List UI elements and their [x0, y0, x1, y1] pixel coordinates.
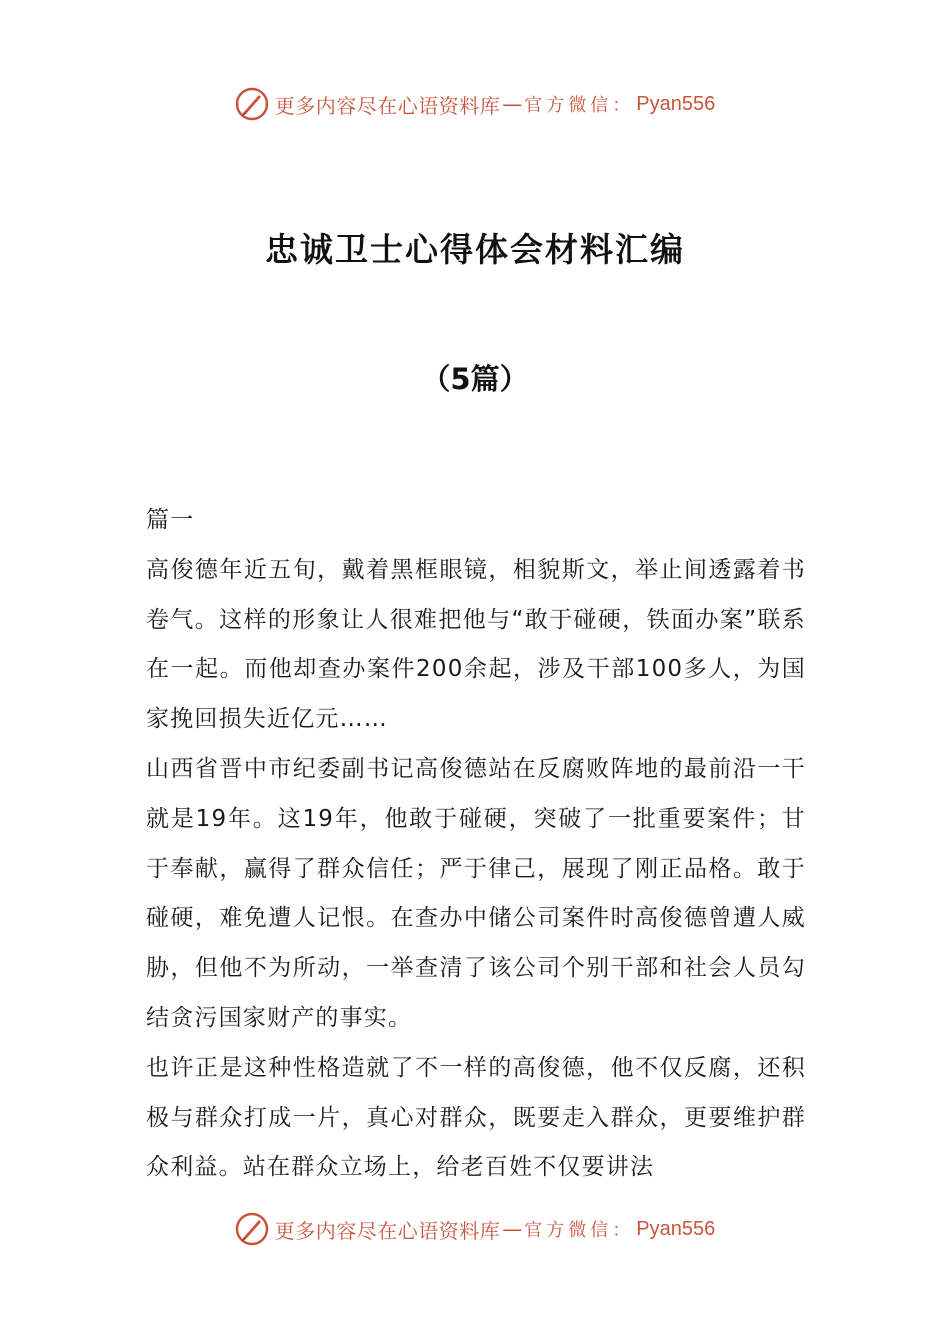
watermark-wechat-id: Pyan556 — [636, 92, 716, 115]
watermark-wechat-label: 官方微信： — [524, 1220, 635, 1241]
watermark-dash: — — [502, 1217, 523, 1241]
document-body — [146, 496, 806, 1193]
body-paragraph-1: 高俊德年近五旬，戴着黑框眼镜，相貌斯文，举止间透露着书卷气。这样的形象让人很难把他与“敢于碰硬，铁面办案”联系在一起。而他却查办案件200余起，涉及干部100多人，为国家挽回损失近亿元…… — [146, 556, 806, 733]
watermark-brand-text: 更多内容尽在心语资料库 — [274, 93, 501, 118]
watermark-brand-text: 更多内容尽在心语资料库 — [274, 1218, 501, 1243]
document-subtitle: （5篇） — [421, 362, 529, 396]
quill-pen-logo-icon — [235, 87, 269, 121]
section-label: 篇一 — [146, 507, 195, 533]
document-title: 忠诚卫士心得体会材料汇编 — [265, 230, 685, 269]
watermark-wechat-id: Pyan556 — [636, 1217, 716, 1240]
quill-pen-logo-icon — [235, 1212, 269, 1246]
header-watermark — [0, 84, 950, 124]
body-paragraph-3: 也许正是这种性格造就了不一样的高俊德，他不仅反腐，还积极与群众打成一片，真心对群众，既要走入群众，更要维护群众利益。站在群众立场上，给老百姓不仅要讲法 — [146, 1054, 806, 1181]
watermark-dash: — — [502, 92, 523, 116]
footer-watermark — [0, 1209, 950, 1249]
watermark-wechat-label: 官方微信： — [524, 95, 635, 116]
body-paragraph-2: 山西省晋中市纪委副书记高俊德站在反腐败阵地的最前沿一干就是19年。这19年，他敢于碰硬，突破了一批重要案件；甘于奉献，赢得了群众信任；严于律己，展现了刚正品格。敢于碰硬，难免遭人记恨。在查办中储公司案件时高俊德曾遭人威胁，但他不为所动，一举查清了该公司个别干部和社会人员勾结贪污国家财产的事实。 — [146, 755, 806, 1031]
